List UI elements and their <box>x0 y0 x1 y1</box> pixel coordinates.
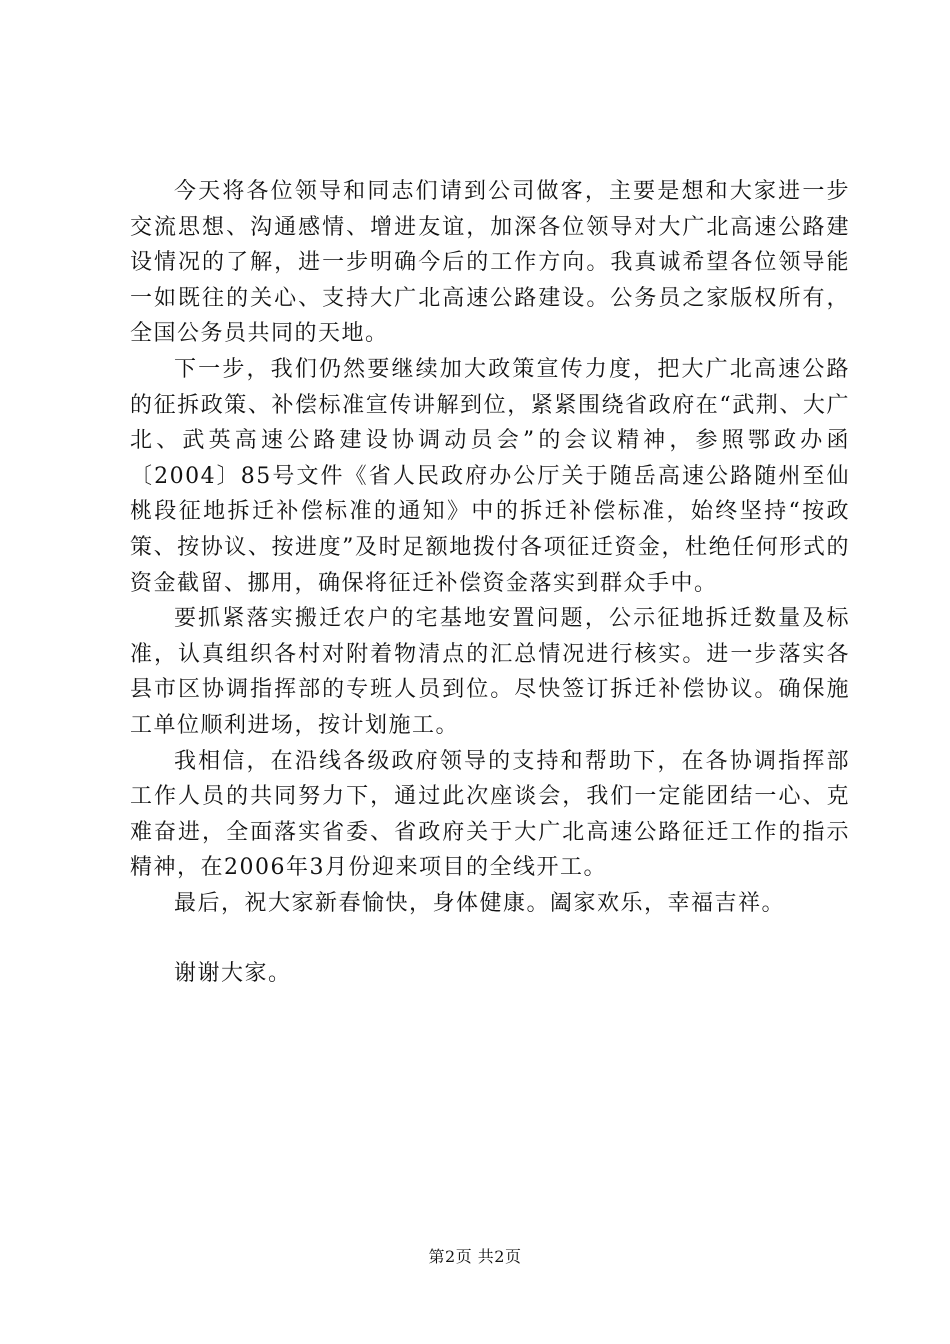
paragraph-welcome: 今天将各位领导和同志们请到公司做客，主要是想和大家进一步交流思想、沟通感情、增进友谊，加深各位领导对大广北高速公路建设情况的了解，进一步明确今后的工作方向。我真诚希望各位领导能一如既往的关心、支持大广北高速公路建设。公务员之家版权所有，全国公务员共同的天地。 <box>130 179 850 347</box>
page-number-footer: 第2页 共2页 <box>428 1247 522 1266</box>
paragraph-thanks: 谢谢大家。 <box>174 961 292 987</box>
paragraph-wishes: 最后，祝大家新春愉快，身体健康。阖家欢乐，幸福吉祥。 <box>174 890 786 916</box>
document-body <box>130 174 850 992</box>
paragraph-confidence: 我相信，在沿线各级政府领导的支持和帮助下，在各协调指挥部工作人员的共同努力下，通过此次座谈会，我们一定能团结一心、克难奋进，全面落实省委、省政府关于大广北高速公路征迁工作的指示精神，在2006年3月份迎来项目的全线开工。 <box>130 748 850 881</box>
paragraph-relocation: 要抓紧落实搬迁农户的宅基地安置问题，公示征地拆迁数量及标准，认真组织各村对附着物清点的汇总情况进行核实。进一步落实各县市区协调指挥部的专班人员到位。尽快签订拆迁补偿协议。确保施工单位顺利进场，按计划施工。 <box>130 606 850 738</box>
paragraph-next-steps: 下一步，我们仍然要继续加大政策宣传力度，把大广北高速公路的征拆政策、补偿标准宣传讲解到位，紧紧围绕省政府在“武荆、大广北、武英高速公路建设协调动员会”的会议精神，参照鄂政办函〔2004〕85号文件《省人民政府办公厅关于随岳高速公路随州至仙桃段征地拆迁补偿标准的通知》中的拆迁补偿标准，始终坚持“按政策、按协议、按进度”及时足额地拨付各项征迁资金，杜绝任何形式的资金截留、挪用，确保将征迁补偿资金落实到群众手中。 <box>130 356 850 596</box>
